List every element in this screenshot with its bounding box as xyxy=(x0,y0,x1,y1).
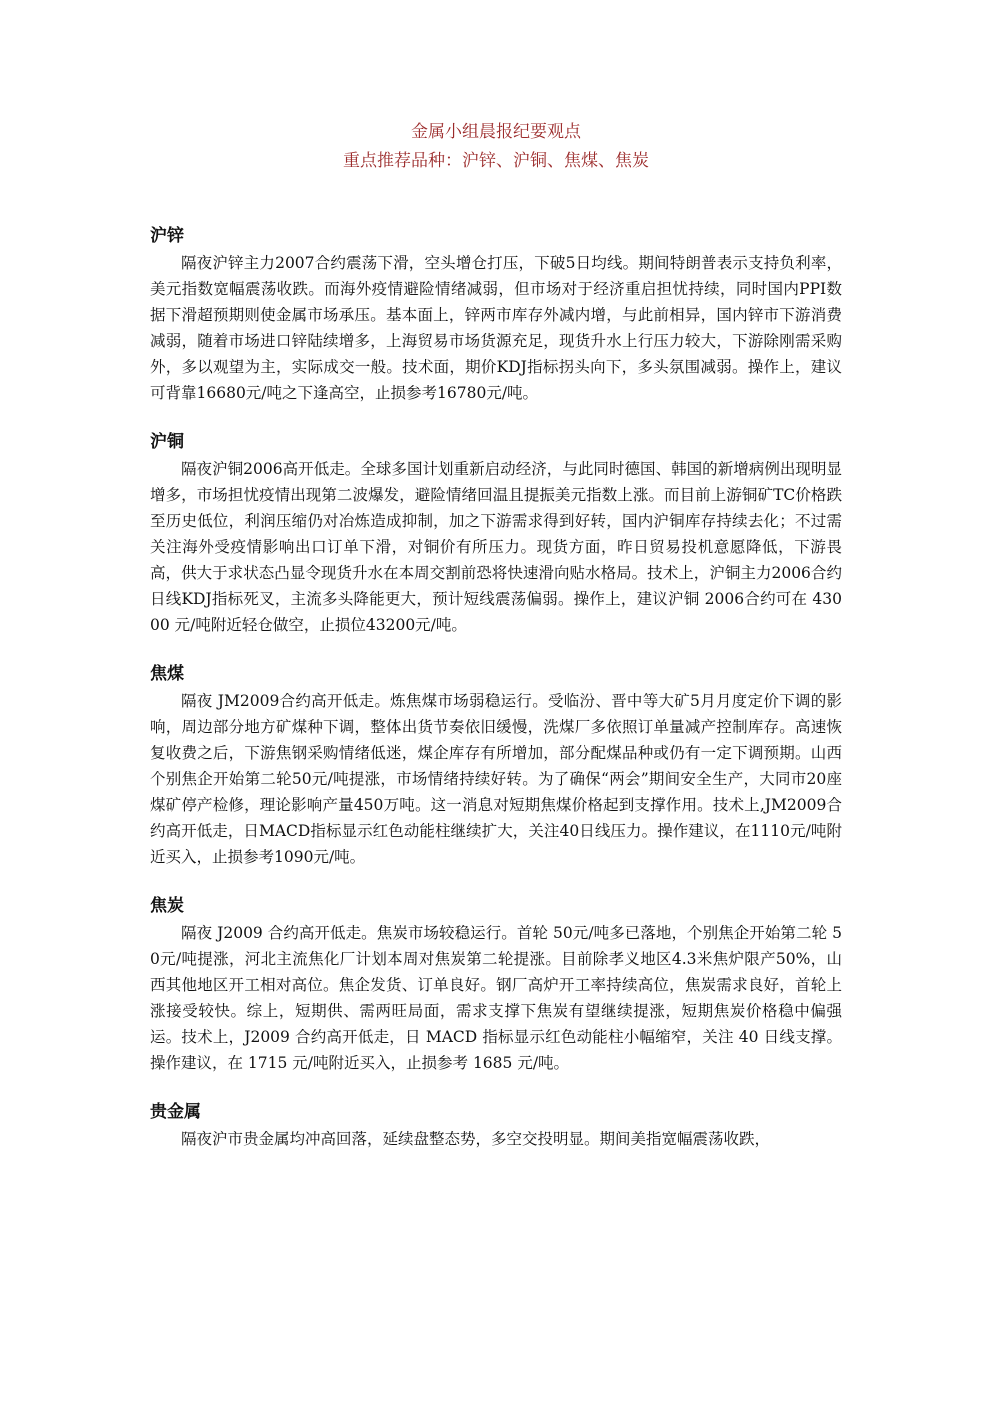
section-title: 贵金属 xyxy=(150,1102,201,1122)
section-zinc xyxy=(150,222,842,406)
section-coke xyxy=(150,892,842,1076)
report-content xyxy=(150,222,842,1174)
section-coking-coal xyxy=(150,660,842,870)
section-title: 焦煤 xyxy=(150,664,184,684)
section-body: 隔夜 JM2009合约高开低走。炼焦煤市场弱稳运行。受临汾、晋中等大矿5月月度定价下调的影响，周边部分地方矿煤种下调，整体出货节奏依旧缓慢，洗煤厂多依照订单量减产控制库存。高速恢复收费之后，下游焦钢采购情绪低迷，煤企库存有所增加，部分配煤品种或仍有一定下调预期。山西个别焦企开始第二轮50元/吨提涨，市场情绪持续好转。为了确保“两会”期间安全生产，大同市20座煤矿停产检修，理论影响产量450万吨。这一消息对短期焦煤价格起到支撑作用。技术上,JM2009合约高开低走，日MACD指标显示红色动能柱继续扩大，关注40日线压力。操作建议，在1110元/吨附近买入，止损参考1090元/吨。 xyxy=(150,692,842,866)
section-title: 焦炭 xyxy=(150,896,184,916)
report-title: 金属小组晨报纪要观点 xyxy=(411,122,581,142)
report-subtitle: 重点推荐品种：沪锌、沪铜、焦煤、焦炭 xyxy=(343,151,649,171)
section-title: 沪铜 xyxy=(150,432,184,452)
report-header xyxy=(0,118,992,176)
section-body: 隔夜沪市贵金属均冲高回落，延续盘整态势，多空交投明显。期间美指宽幅震荡收跌， xyxy=(181,1130,771,1148)
section-precious-metals xyxy=(150,1098,842,1152)
section-copper xyxy=(150,428,842,638)
section-body: 隔夜 J2009 合约高开低走。焦炭市场较稳运行。首轮 50元/吨多已落地，个别焦企开始第二轮 50元/吨提涨，河北主流焦化厂计划本周对焦炭第二轮提涨。目前除孝义地区4.3米焦炉限产50%，山西其他地区开工相对高位。焦企发货、订单良好。钢厂高炉开工率持续高位，焦炭需求良好，首轮上涨接受较快。综上，短期供、需两旺局面，需求支撑下焦炭有望继续提涨，短期焦炭价格稳中偏强运。技术上，J2009 合约高开低走，日 MACD 指标显示红色动能柱小幅缩窄，关注 40 日线支撑。操作建议，在 1715 元/吨附近买入，止损参考 1685 元/吨。 xyxy=(150,924,842,1072)
section-body: 隔夜沪锌主力2007合约震荡下滑，空头增仓打压，下破5日均线。期间特朗普表示支持负利率，美元指数宽幅震荡收跌。而海外疫情避险情绪减弱，但市场对于经济重启担忧持续，同时国内PPI数据下滑超预期则使金属市场承压。基本面上，锌两市库存外减内增，与此前相异，国内锌市下游消费减弱，随着市场进口锌陆续增多，上海贸易市场货源充足，现货升水上行压力较大，下游除刚需采购外，多以观望为主，实际成交一般。技术面，期价KDJ指标拐头向下，多头氛围减弱。操作上，建议可背靠16680元/吨之下逢高空，止损参考16780元/吨。 xyxy=(150,254,842,402)
section-body: 隔夜沪铜2006高开低走。全球多国计划重新启动经济，与此同时德国、韩国的新增病例出现明显增多，市场担忧疫情出现第二波爆发，避险情绪回温且提振美元指数上涨。而目前上游铜矿TC价格跌至历史低位，利润压缩仍对冶炼造成抑制，加之下游需求得到好转，国内沪铜库存持续去化；不过需关注海外受疫情影响出口订单下滑，对铜价有所压力。现货方面，昨日贸易投机意愿降低，下游畏高，供大于求状态凸显令现货升水在本周交割前恐将快速滑向贴水格局。技术上，沪铜主力2006合约日线KDJ指标死叉，主流多头降能更大，预计短线震荡偏弱。操作上，建议沪铜 2006合约可在 43000 元/吨附近轻仓做空，止损位43200元/吨。 xyxy=(150,460,842,634)
section-title: 沪锌 xyxy=(150,226,184,246)
